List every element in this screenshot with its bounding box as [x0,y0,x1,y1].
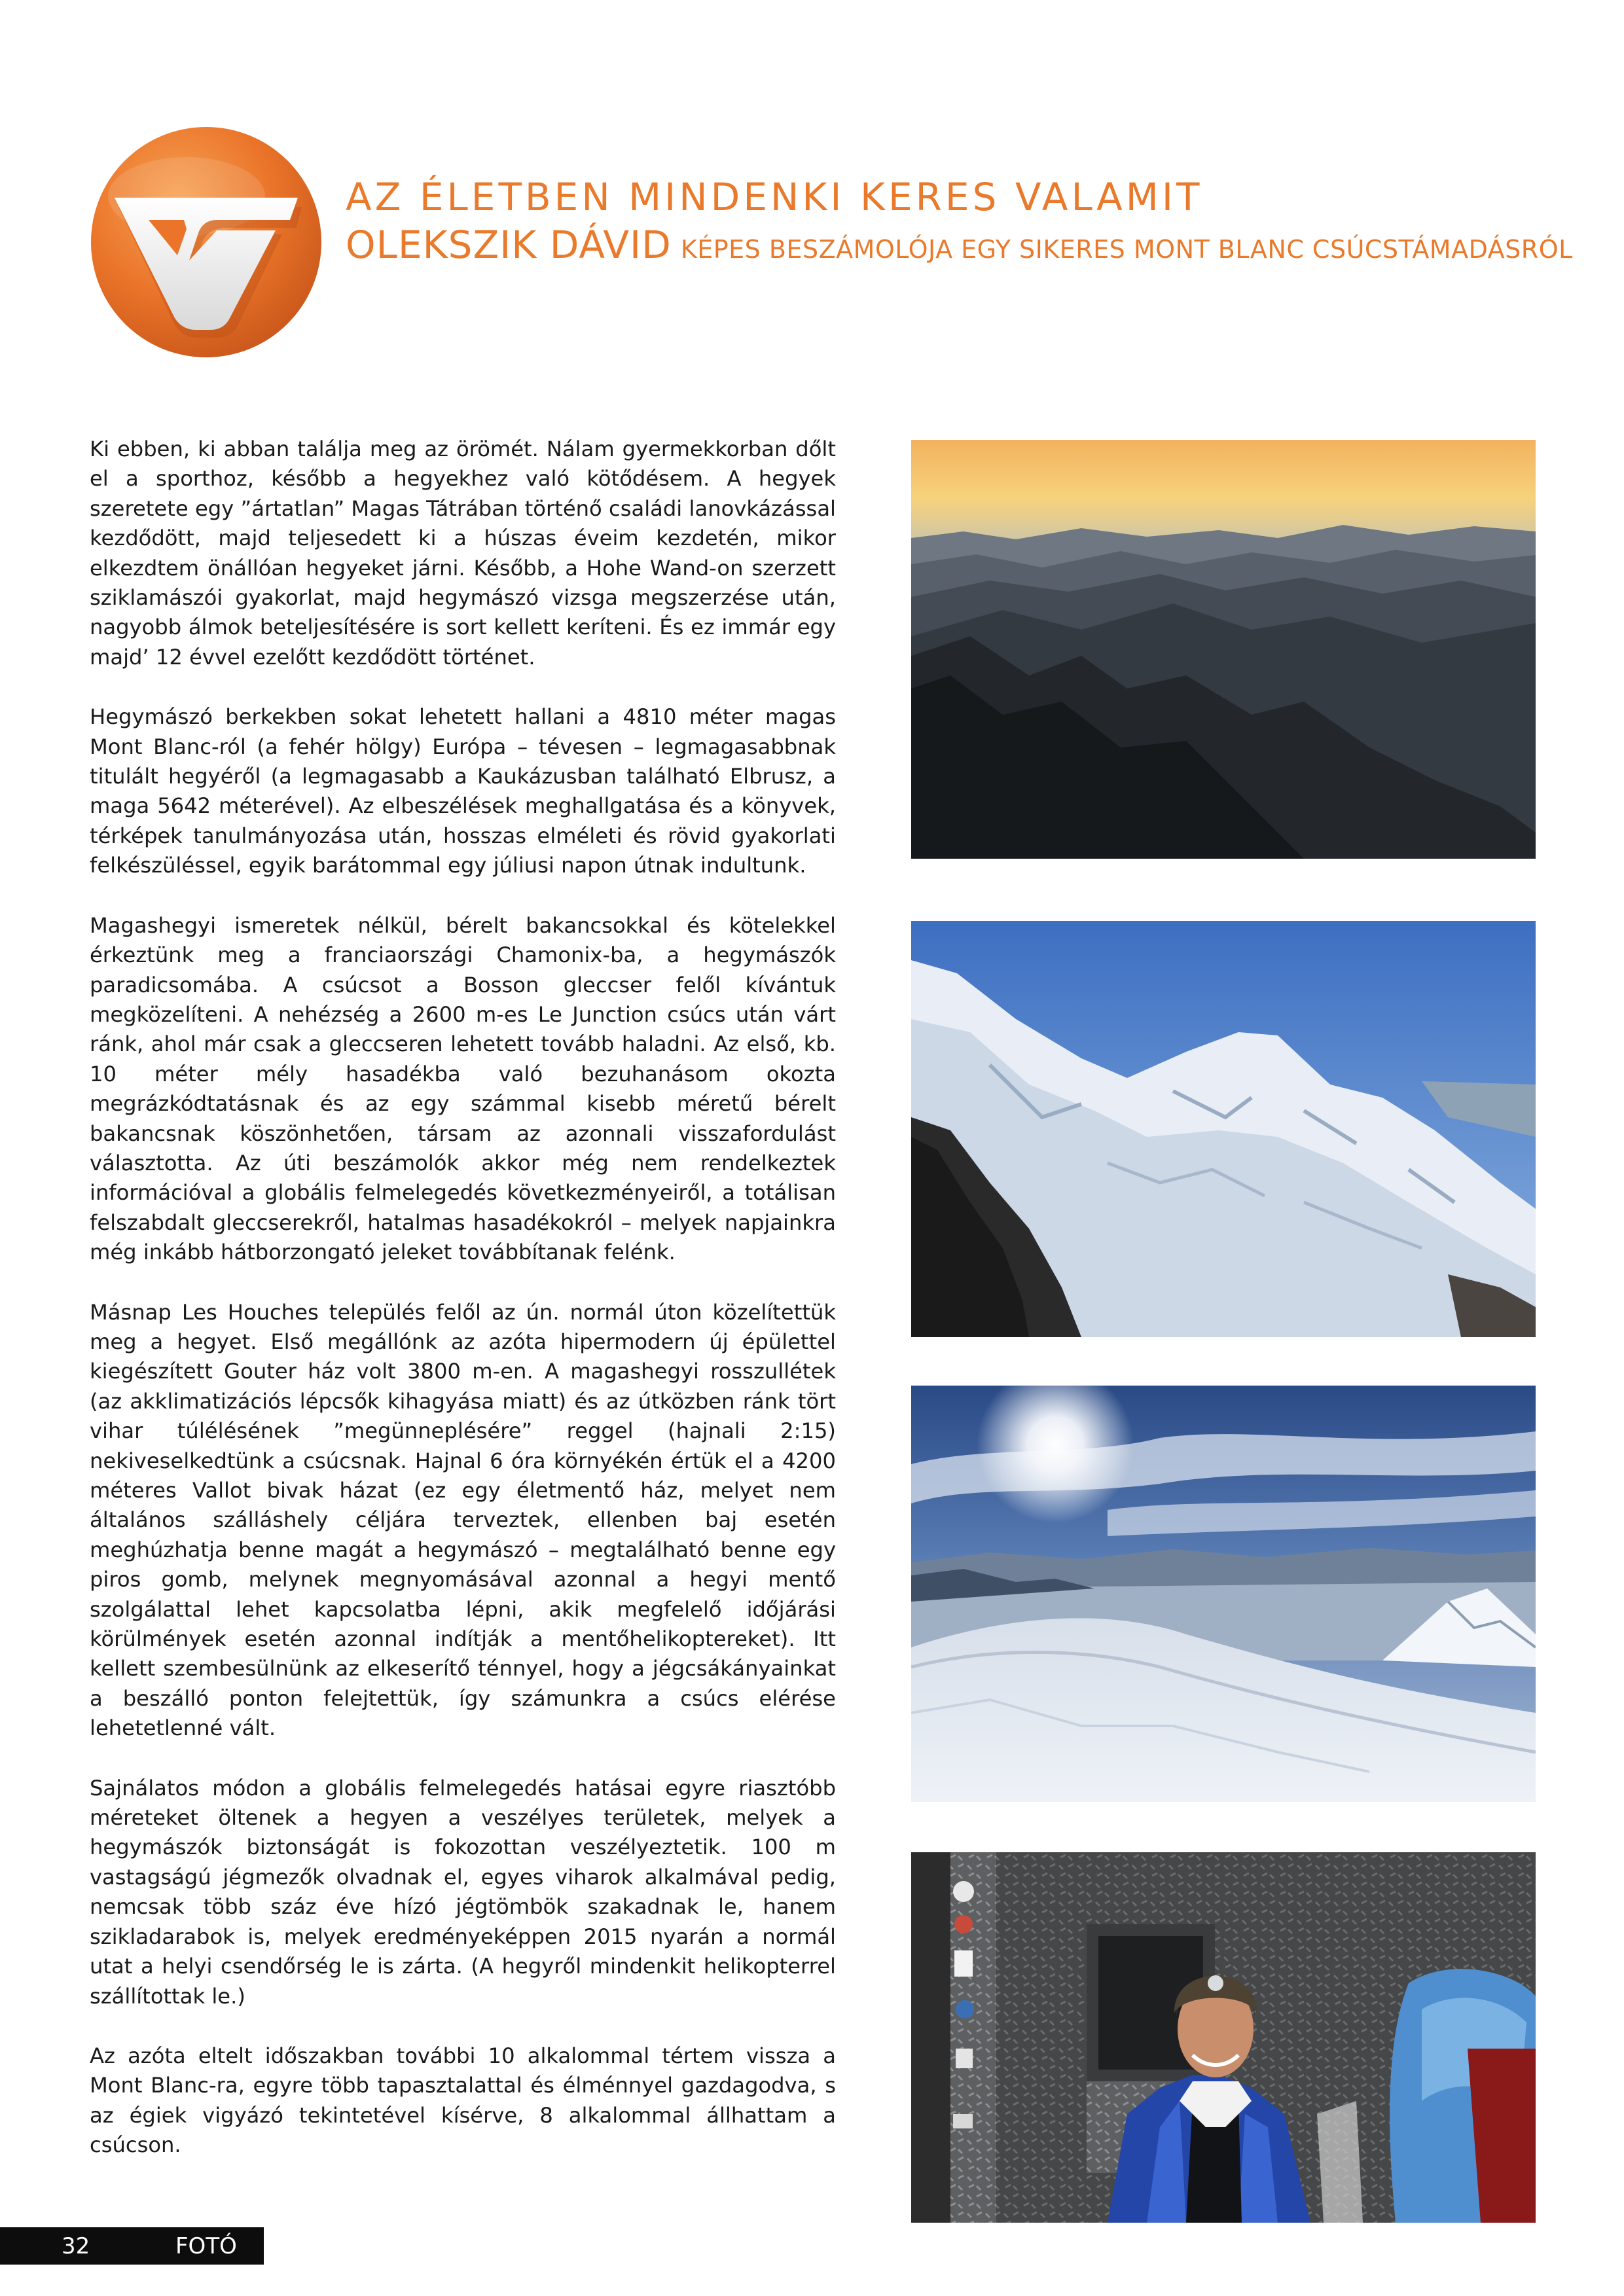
paragraph: Másnap Les Houches település felől az ún. normál úton közelítettük meg a hegyet. Első megállónk az azóta hipermodern új épülettel kiegészített Gouter ház volt 3800 m-en. A magashegyi rosszullétek (az akklimatizációs lépcsők kihagyása miatt) és az útközben ránk tört vihar túlélésének ”megünneplésére” reggel (hajnali 2:15) nekiveselkedtünk a csúcsnak. Hajnal 6 óra környékén értük el a 4200 méteres Vallot bivak házat (ez egy életmentő ház, melyet nem általános szálláshely céljára terveztek, ellenben baj esetén meghúzhatja benne magát a hegymászó – megtalálható benne egy piros gomb, melynek megnyomásával azonnal a hegyi mentő szolgálattal lehet kapcsolatba lépni, akik megfelelő időjárási körülmények esetén azonnal indítják a mentőhelikoptereket). Itt kellett szembesülnünk az elkeserítő ténnyel, hogy a jégcsákányainkat a beszálló ponton felejtettük, így számunkra a csúcs elérése lehetetlenné vált. [90,1299,836,1741]
section-label: FOTÓ [175,2233,237,2259]
sunset-mountain-ridges-photo [911,440,1536,859]
article-header [346,173,1589,278]
article-body [90,435,836,2191]
article-byline [346,222,1589,278]
paragraph: Magashegyi ismeretek nélkül, bérelt bakancsokkal és kötelekkel érkeztünk meg a franciaországi Chamonix-ba, a hegymászók paradicsomába. A csúcsot a Bosson gleccser felől kívántuk megközelíteni. A nehézség a 2600 m-es Le Junction csúcs után várt ránk, ahol már csak a gleccseren lehetett tovább haladni. Az első, kb. 10 méter mély hasadékba való bezuhanásom okozta megrázkódtatásnak és az egy számmal kisebb méretű bérelt bakancsnak köszönhetően, társam az azonnali visszafordulást választotta. Az úti beszámolók akkor még nem rendelkeztek információval a globális felmelegedés következményeiről, a totálisan felszabdalt gleccserekről, hatalmas hasadékokról – melyek napjainkra még inkább hátborzongató jeleket továbbítanak felénk. [90,912,836,1265]
author-name: OLEKSZIK DÁVID [346,223,672,267]
paragraph: Az azóta eltelt időszakban további 10 alkalommal tértem vissza a Mont Blanc-ra, egyre több tapasztalattal és élménnyel gazdagodva, s az égiek vigyázó tekintetével kísérve, 8 alkalommal állhattam a csúcson. [90,2043,836,2158]
page-number: 32 [62,2233,90,2259]
article-title: AZ ÉLETBEN MINDENKI KERES VALAMIT [346,175,1203,219]
summit-sun-above-clouds-photo [911,1386,1536,1802]
paragraph: Sajnálatos módon a globális felmelegedés hatásai egyre riasztóbb méreteket öltenek a hegyen a veszélyes területek, melyek a hegymászók biztonságát is fokozottan veszélyeztetik. 100 m vastagságú jégmezők olvadnak el, egyes viharok alkalmával pedig, nemcsak több száz éve hízó jégtömbök szakadnak le, hanem szikladarabok is, melyek eredményeképpen 2015 nyarán a normál utat a helyi csendőrség le is zárta. (A hegyről mindenkit helikopterrel szállítottak le.) [90,1775,836,2009]
climber-in-bivouac-hut-photo [911,1852,1536,2223]
article-subtitle: KÉPES BESZÁMOLÓJA EGY SIKERES MONT BLANC CSÚCSTÁMADÁSRÓL [680,235,1573,264]
paragraph: Hegymászó berkekben sokat lehetett hallani a 4810 méter magas Mont Blanc-ról (a fehér hölgy) Európa – tévesen – legmagasabbnak titulált hegyéről (a legmagasabb a Kaukázusban található Elbrusz, a maga 5642 méterével). Az elbeszélések meghallgatása és a könyvek, térképek tanulmányozása után, hosszas elméleti és rövid gyakorlati felkészüléssel, egyik barátommal egy júliusi napon útnak indultunk. [90,704,836,878]
snowy-mountain-face-photo [911,921,1536,1337]
orange-v-logo [88,124,324,360]
paragraph: Ki ebben, ki abban találja meg az örömét. Nálam gyermekkorban dőlt el a sporthoz, később a hegyekhez való kötődésem. A hegyek szeretete egy ”ártatlan” Magas Tátrában történő családi lanovkázással kezdődött, majd teljesedett ki a húszas éveim kezdetén, mikor elkezdtem önállóan hegyeket járni. Később, a Hohe Wand-on szerzett sziklamászói gyakorlat, majd hegymászó vizsga megszerzése után, nagyobb álmok beteljesítésére is sort kellett keríteni. És ez immár egy majd’ 12 évvel ezelőtt kezdődött történet. [90,437,836,670]
